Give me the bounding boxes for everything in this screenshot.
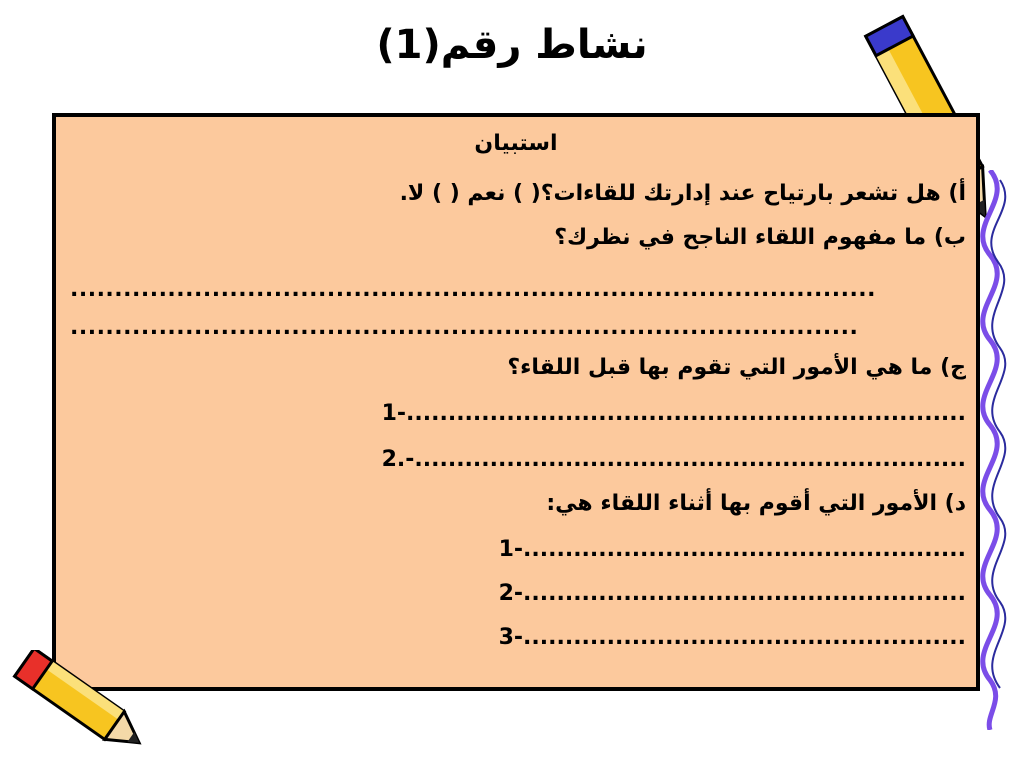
answer-c1: 1-................................................................... [381,401,966,426]
slide-title: نشاط رقم(1) [376,22,648,68]
pencil-icon [0,650,160,760]
question-c: ج) ما هي الأمور التي تقوم بها قبل اللقاء؟ [507,355,966,380]
answer-dots-b2: ......................................................................................... [70,315,859,340]
question-b: ب) ما مفهوم اللقاء الناجح في نظرك؟ [554,225,966,250]
answer-dots-b1: ........................................................................................... [70,277,877,302]
answer-d1: 1-..................................................... [498,537,966,562]
card-heading: استبيان [474,131,558,156]
questionnaire-card [52,113,980,691]
answer-c2: 2.-.................................................................. [381,447,966,472]
answer-d2: 2-..................................................... [498,581,966,606]
answer-d3: 3-..................................................... [498,625,966,650]
question-d: د) الأمور التي أقوم بها أثناء اللقاء هي: [546,491,966,516]
question-a: أ) هل تشعر بارتياح عند إدارتك للقاءات؟( ) نعم ( ) لا. [399,181,966,206]
